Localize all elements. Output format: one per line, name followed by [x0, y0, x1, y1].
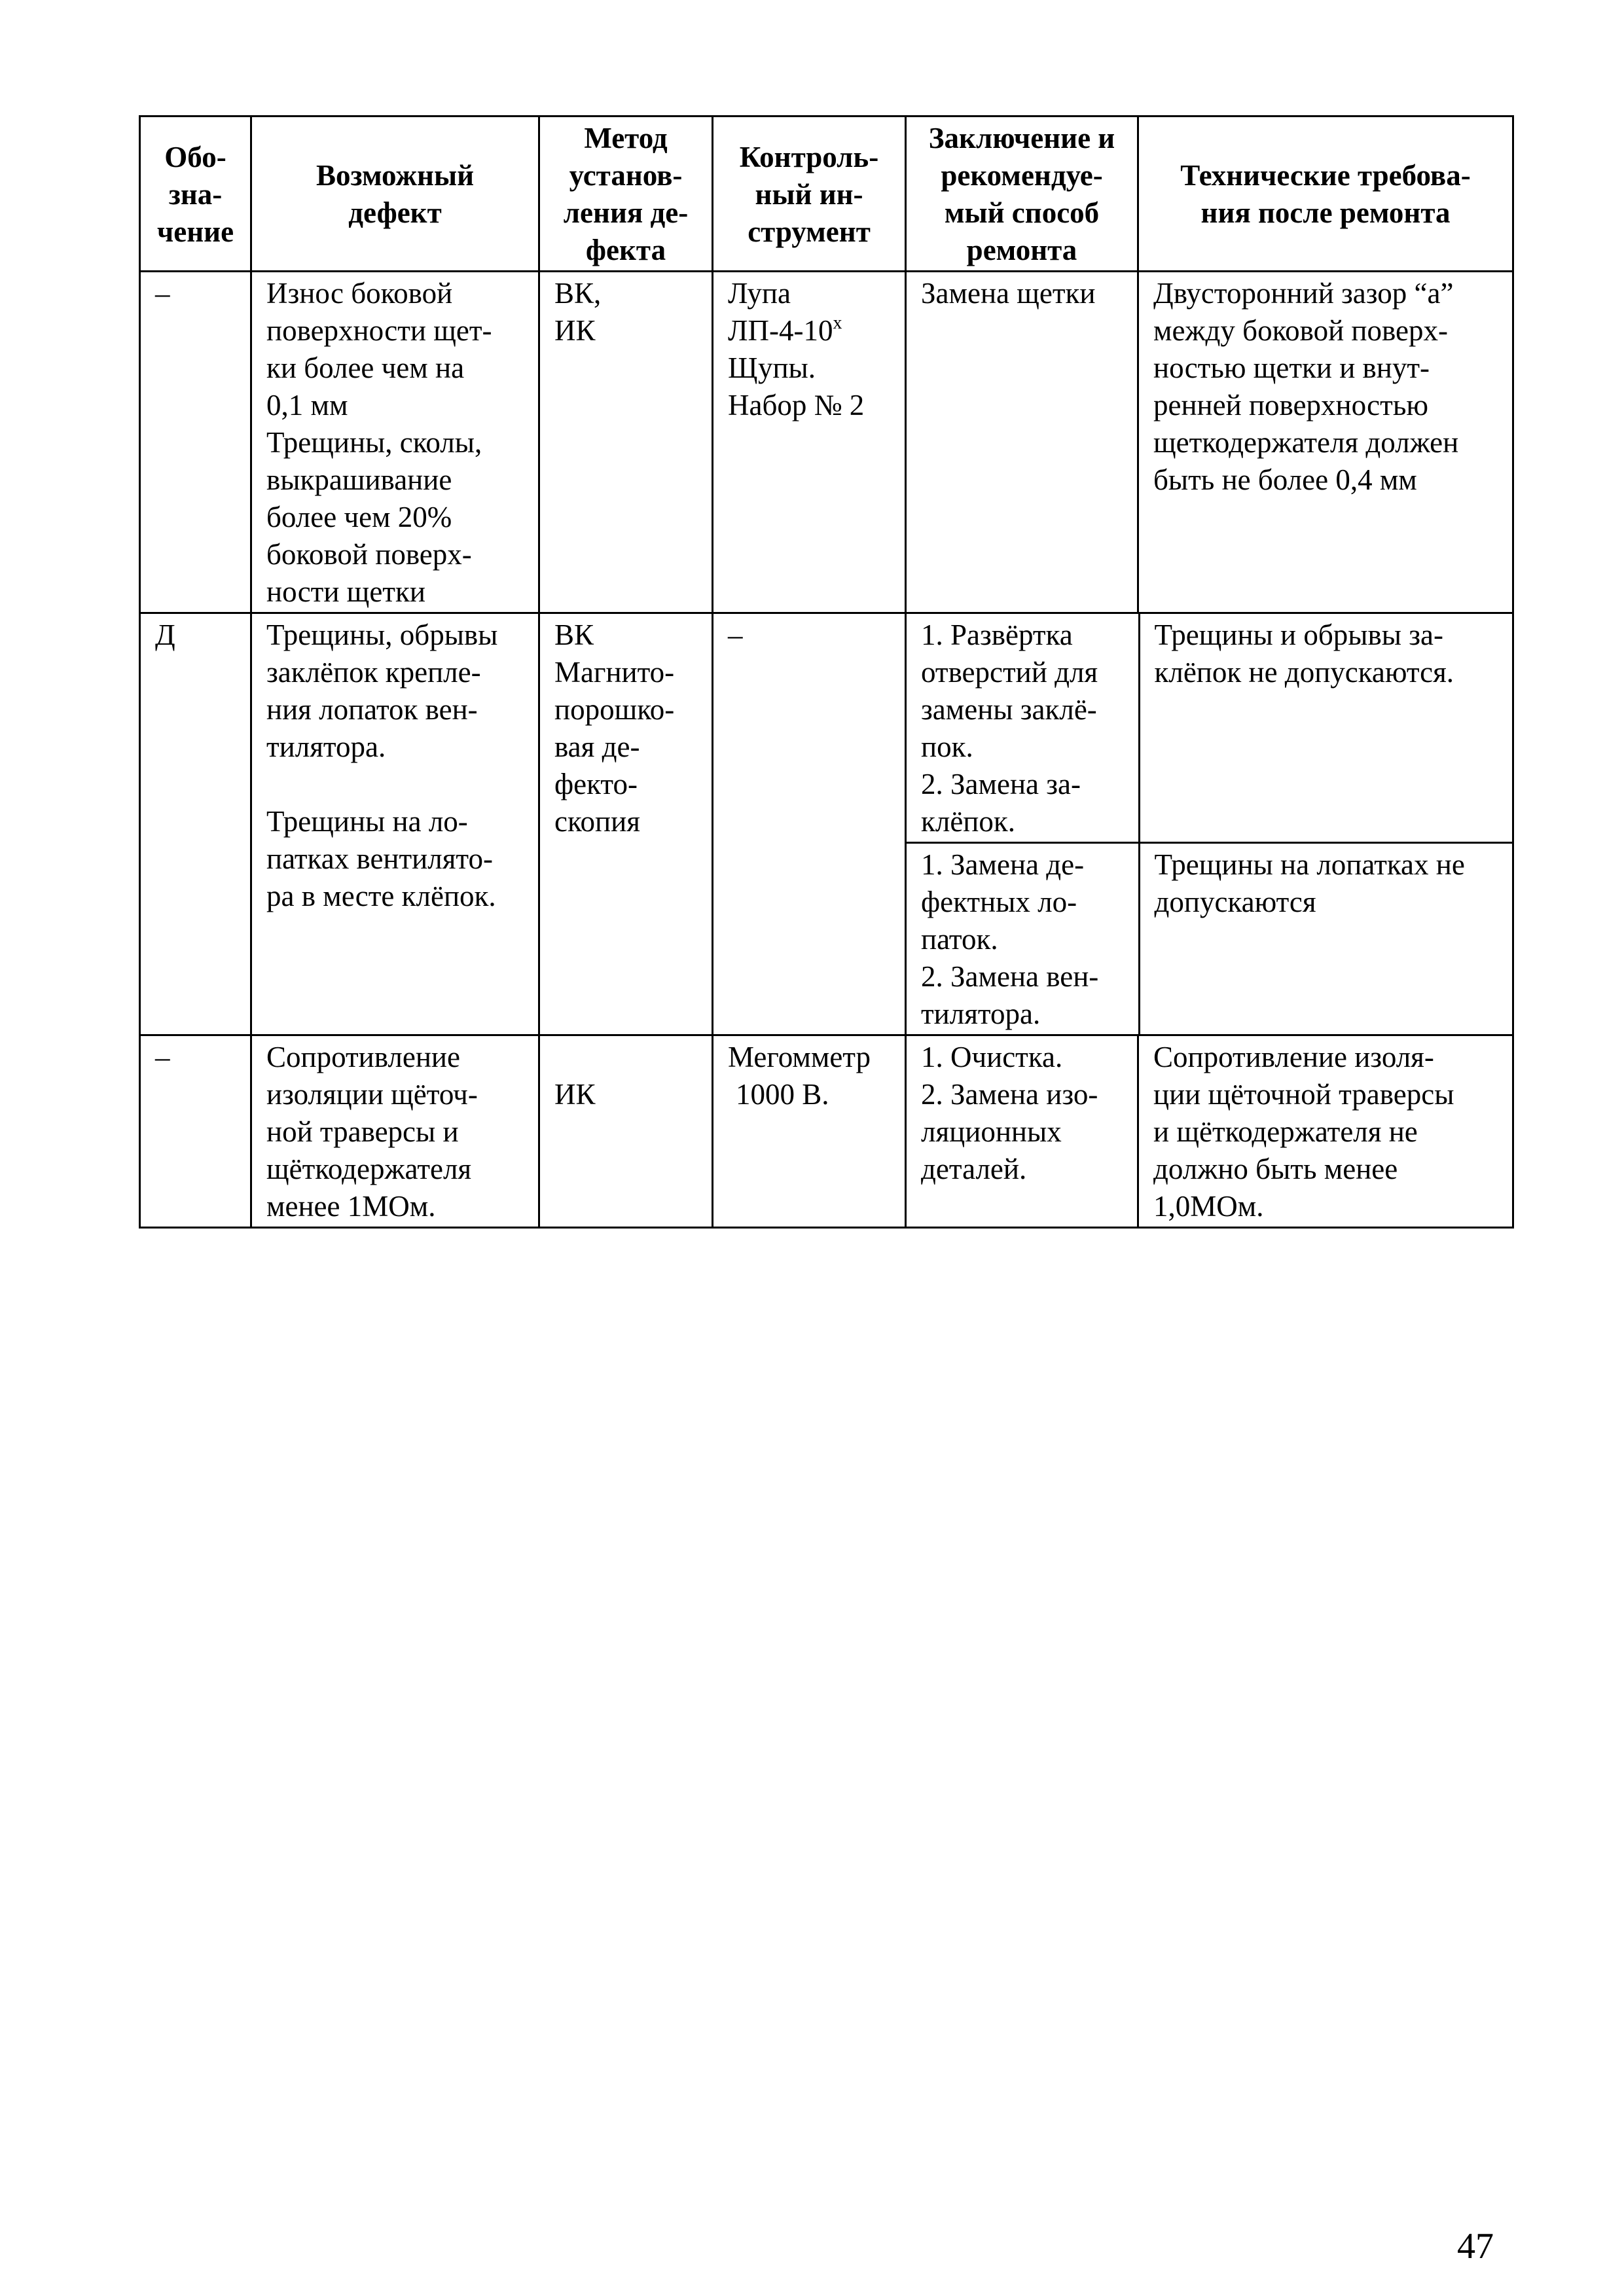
- row3-requirements: Сопротивление изоля- ции щёточной траверсы и щёткодержателя не должно быть менее 1,0МОм.: [1138, 1035, 1513, 1228]
- header-repair: Заключение и рекомендуе- мый способ ремонта: [906, 117, 1138, 272]
- row2-tool: –: [713, 613, 906, 1035]
- row1-repair: Замена щетки: [906, 272, 1138, 613]
- header-tool: Контроль- ный ин- струмент: [713, 117, 906, 272]
- row2-requirements-rivets: Трещины и обрывы за- клёпок не допускаются.: [1139, 614, 1514, 843]
- row1-designation: –: [140, 272, 251, 613]
- row3-repair: 1. Очистка. 2. Замена изо- ляционных деталей.: [906, 1035, 1138, 1228]
- table-row: [140, 272, 1513, 613]
- row2-repair-requirements: [906, 613, 1513, 1035]
- row2-repair-rivets: 1. Развёртка отверстий для замены заклё- пок. 2. Замена за- клёпок.: [907, 614, 1139, 843]
- row2-subtable: [907, 614, 1514, 1034]
- header-defect: Возможный дефект: [251, 117, 539, 272]
- row1-tool: Лупа $ЛП-4-10^х$ Щупы. Набор № 2: [713, 272, 906, 613]
- row2-subrow-rivets: [907, 614, 1514, 843]
- header-requirements: Технические требова- ния после ремонта: [1138, 117, 1513, 272]
- table-row: [140, 1035, 1513, 1228]
- row3-designation: –: [140, 1035, 251, 1228]
- row1-method: ВК, ИК: [539, 272, 713, 613]
- row1-defect: Износ боковой поверхности щет- ки более чем на 0,1 мм Трещины, сколы, выкрашивание более чем 20% боковой поверх- ности щетки: [251, 272, 539, 613]
- row3-tool: Мегомметр 1000 В.: [713, 1035, 906, 1228]
- row3-method: ИК: [539, 1035, 713, 1228]
- table-header-row: [140, 117, 1513, 272]
- header-designation: Обо- зна- чение: [140, 117, 251, 272]
- row2-defect: Трещины, обрывы заклёпок крепле- ния лопаток вен- тилятора. Трещины на ло- патках вентилято- ра в месте клёпок.: [251, 613, 539, 1035]
- row1-requirements: Двусторонний зазор “а” между боковой поверх- ностью щетки и внут- ренней поверхностью щеткодержателя должен быть не более 0,4 мм: [1138, 272, 1513, 613]
- row2-designation: Д: [140, 613, 251, 1035]
- defects-table: [139, 115, 1514, 1229]
- table-row: [140, 613, 1513, 1035]
- row3-defect: Сопротивление изоляции щёточ- ной траверсы и щёткодержателя менее 1МОм.: [251, 1035, 539, 1228]
- row2-repair-blades: 1. Замена де- фектных ло- паток. 2. Замена вен- тилятора.: [921, 848, 1099, 1030]
- row2-method: ВК Магнито- порошко- вая де- фекто- скопия: [539, 613, 713, 1035]
- row2-subrow-blades: [907, 843, 1514, 1035]
- header-method: Метод установ- ления де- фекта: [539, 117, 713, 272]
- row2-requirements-blades: Трещины на лопатках не допускаются: [1139, 843, 1514, 1035]
- page-number: 47: [1457, 2226, 1494, 2267]
